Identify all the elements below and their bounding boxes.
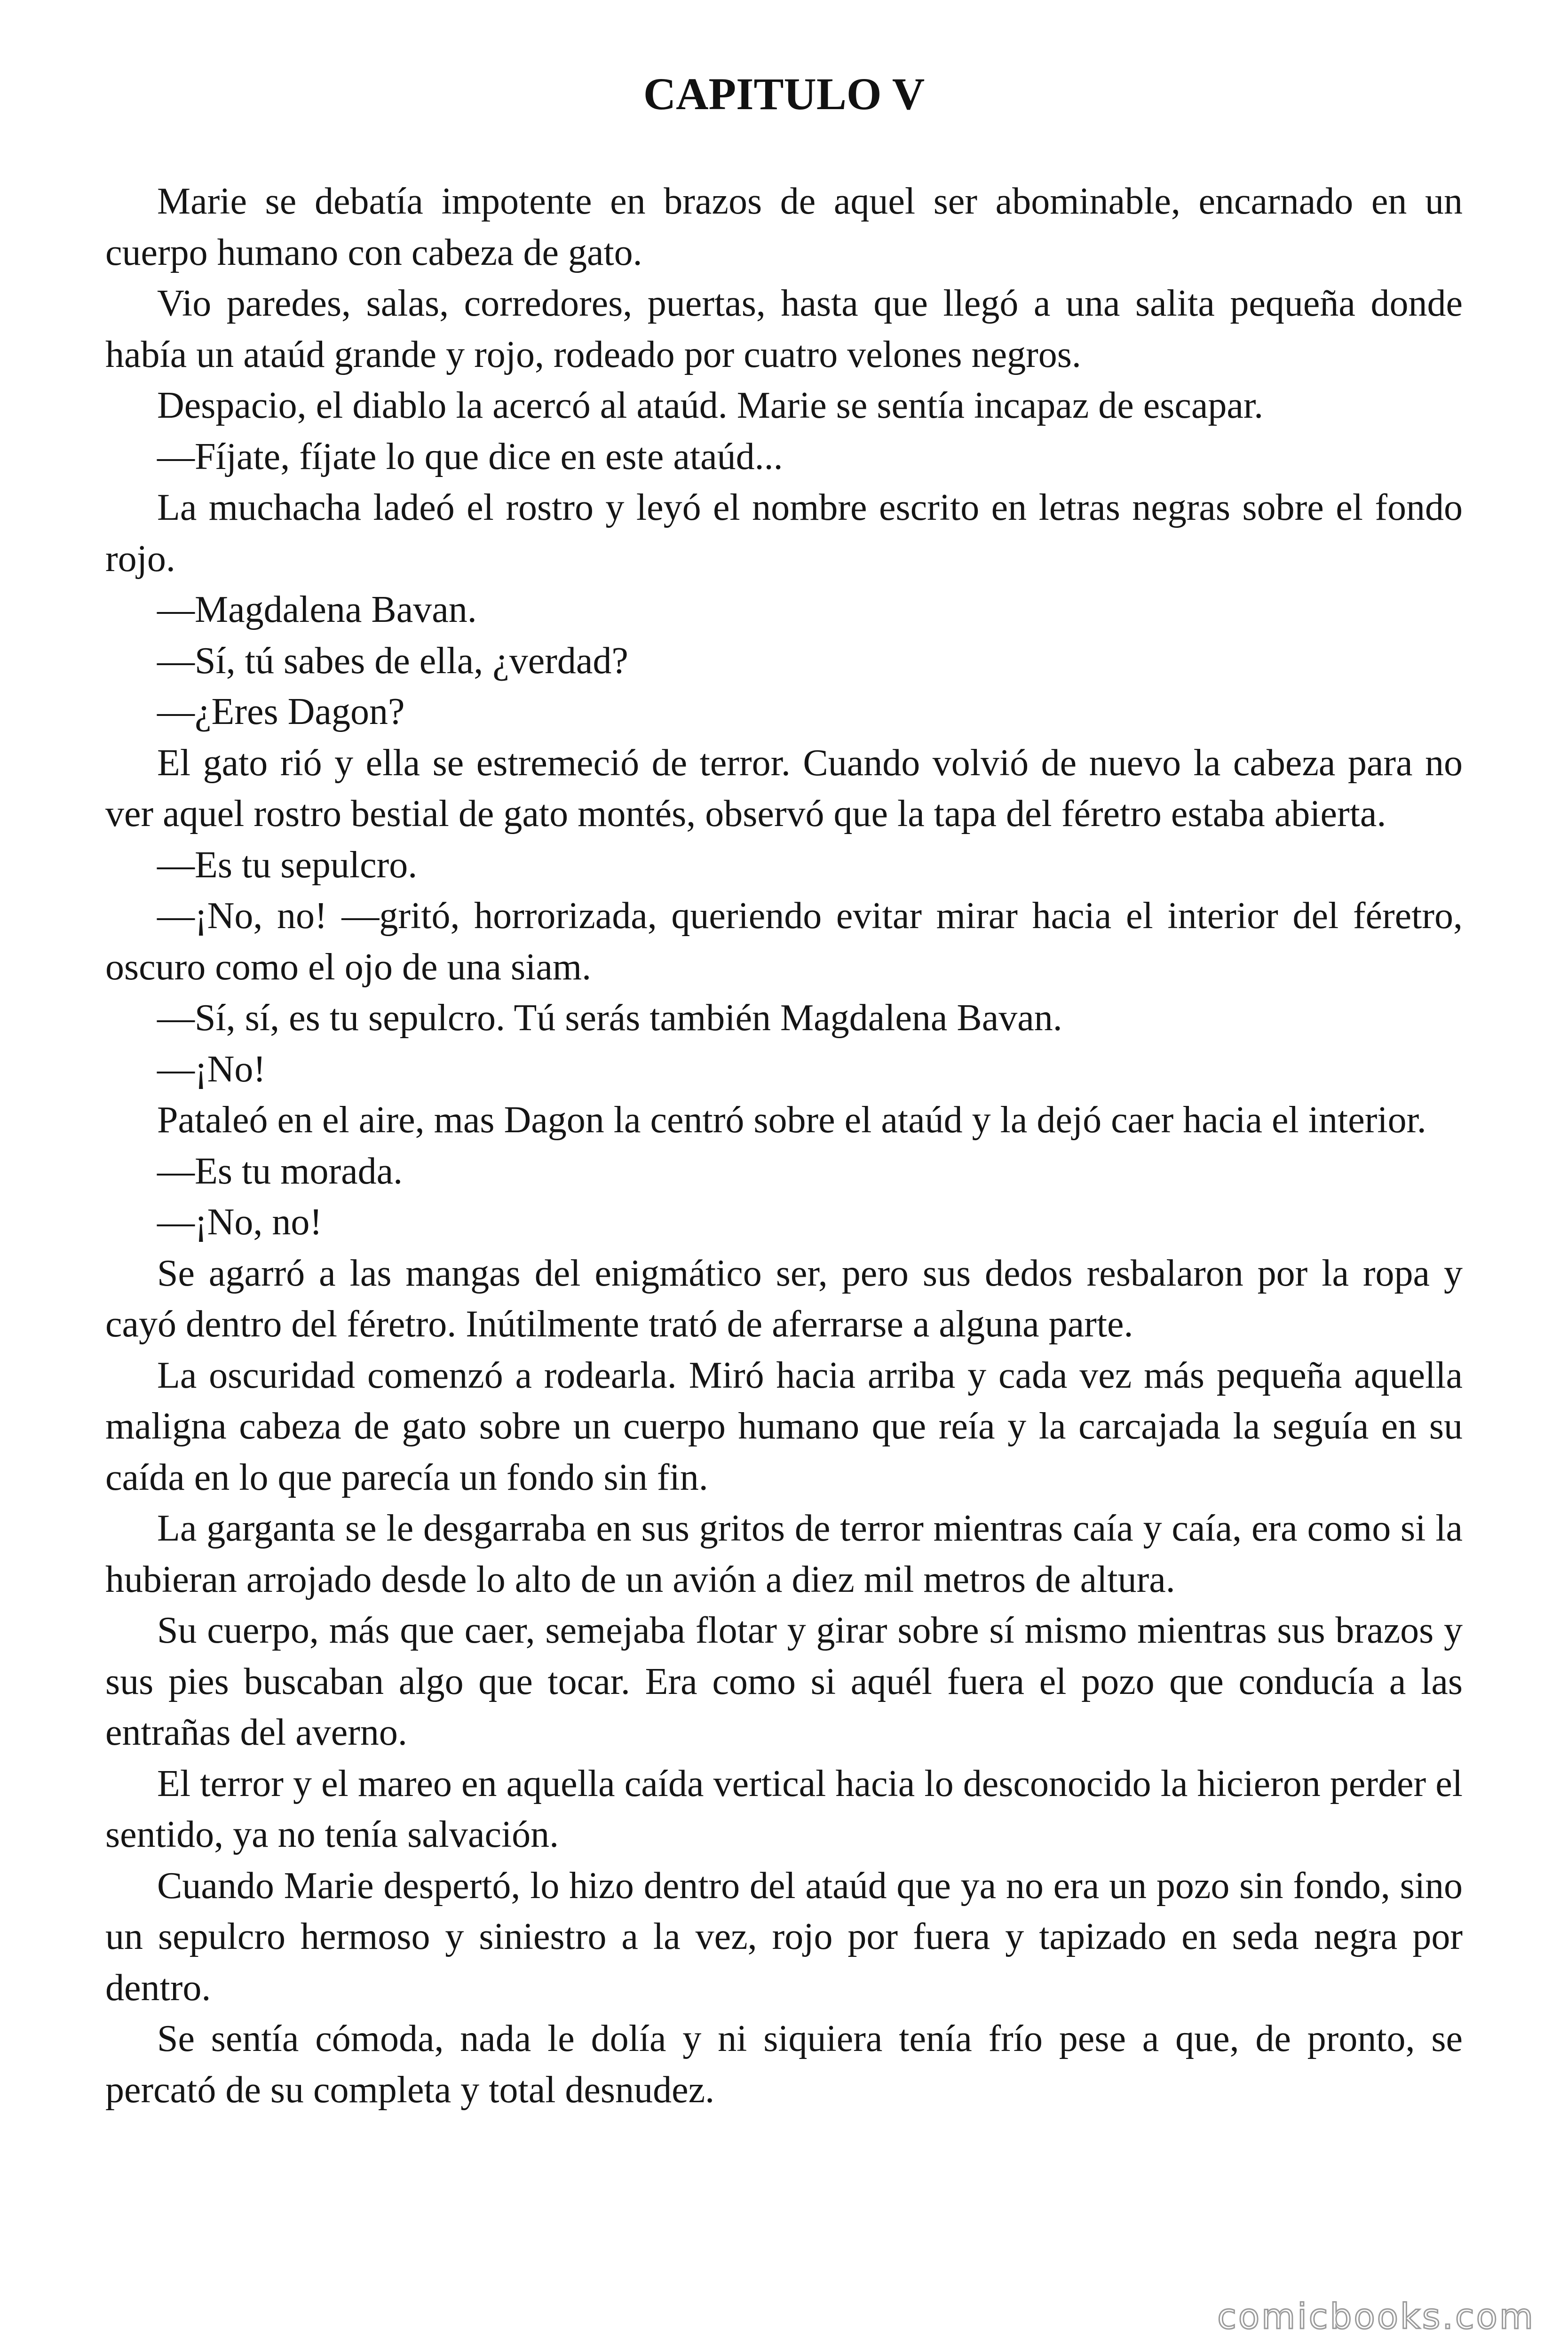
paragraph: —¡No, no! bbox=[157, 1201, 323, 1243]
paragraph: Vio paredes, salas, corredores, puertas, hasta que llegó a una salita pequeña donde había un ataúd grande y rojo, rodeado por cuatro velones negros. bbox=[105, 283, 1463, 375]
watermark: comicbooks.com bbox=[1217, 2296, 1535, 2337]
paragraph: —Sí, tú sabes de ella, ¿verdad? bbox=[157, 640, 628, 682]
paragraph: La muchacha ladeó el rostro y leyó el nombre escrito en letras negras sobre el fondo rojo. bbox=[105, 487, 1463, 580]
paragraph: Despacio, el diablo la acercó al ataúd. Marie se sentía incapaz de escapar. bbox=[157, 385, 1264, 426]
chapter-title: CAPITULO V bbox=[643, 69, 925, 119]
paragraph: —Es tu morada. bbox=[157, 1150, 403, 1192]
paragraph: —Magdalena Bavan. bbox=[157, 589, 477, 630]
paragraph: —Sí, sí, es tu sepulcro. Tú serás también Magdalena Bavan. bbox=[157, 997, 1062, 1039]
paragraph: El terror y el mareo en aquella caída vertical hacia lo desconocido la hicieron perder el sentido, ya no tenía salvación. bbox=[105, 1763, 1463, 1855]
paragraph: Marie se debatía impotente en brazos de aquel ser abominable, encarnado en un cuerpo humano con cabeza de gato. bbox=[105, 181, 1463, 273]
paragraph: La oscuridad comenzó a rodearla. Miró hacia arriba y cada vez más pequeña aquella maligna cabeza de gato sobre un cuerpo humano que reía y la carcajada la seguía en su caída en lo que parecía un fondo sin fin. bbox=[105, 1354, 1463, 1498]
paragraph: —¡No! bbox=[157, 1048, 266, 1090]
paragraph: El gato rió y ella se estremeció de terror. Cuando volvió de nuevo la cabeza para no ver aquel rostro bestial de gato montés, observó que la tapa del féretro estaba abierta. bbox=[105, 742, 1463, 834]
paragraph: —Es tu sepulcro. bbox=[157, 844, 418, 886]
paragraph: Se sentía cómoda, nada le dolía y ni siquiera tenía frío pese a que, de pronto, se percató de su completa y total desnudez. bbox=[105, 2018, 1463, 2111]
chapter-body bbox=[105, 176, 1463, 2115]
paragraph: La garganta se le desgarraba en sus gritos de terror mientras caía y caía, era como si la hubieran arrojado desde lo alto de un avión a diez mil metros de altura. bbox=[105, 1508, 1463, 1600]
paragraph: —Fíjate, fíjate lo que dice en este ataúd... bbox=[157, 436, 783, 477]
paragraph: Su cuerpo, más que caer, semejaba flotar y girar sobre sí mismo mientras sus brazos y sus pies buscaban algo que tocar. Era como si aquél fuera el pozo que conducía a las entrañas del averno. bbox=[105, 1610, 1463, 1753]
paragraph: Cuando Marie despertó, lo hizo dentro del ataúd que ya no era un pozo sin fondo, sino un sepulcro hermoso y siniestro a la vez, rojo por fuera y tapizado en seda negra por dentro. bbox=[105, 1865, 1463, 2009]
paragraph: Pataleó en el aire, mas Dagon la centró sobre el ataúd y la dejó caer hacia el interior. bbox=[157, 1099, 1426, 1141]
paragraph: —¡No, no! —gritó, horrorizada, queriendo evitar mirar hacia el interior del féretro, oscuro como el ojo de una siam. bbox=[105, 895, 1463, 988]
paragraph: —¿Eres Dagon? bbox=[157, 691, 405, 732]
paragraph: Se agarró a las mangas del enigmático ser, pero sus dedos resbalaron por la ropa y cayó dentro del féretro. Inútilmente trató de aferrarse a alguna parte. bbox=[105, 1252, 1463, 1345]
